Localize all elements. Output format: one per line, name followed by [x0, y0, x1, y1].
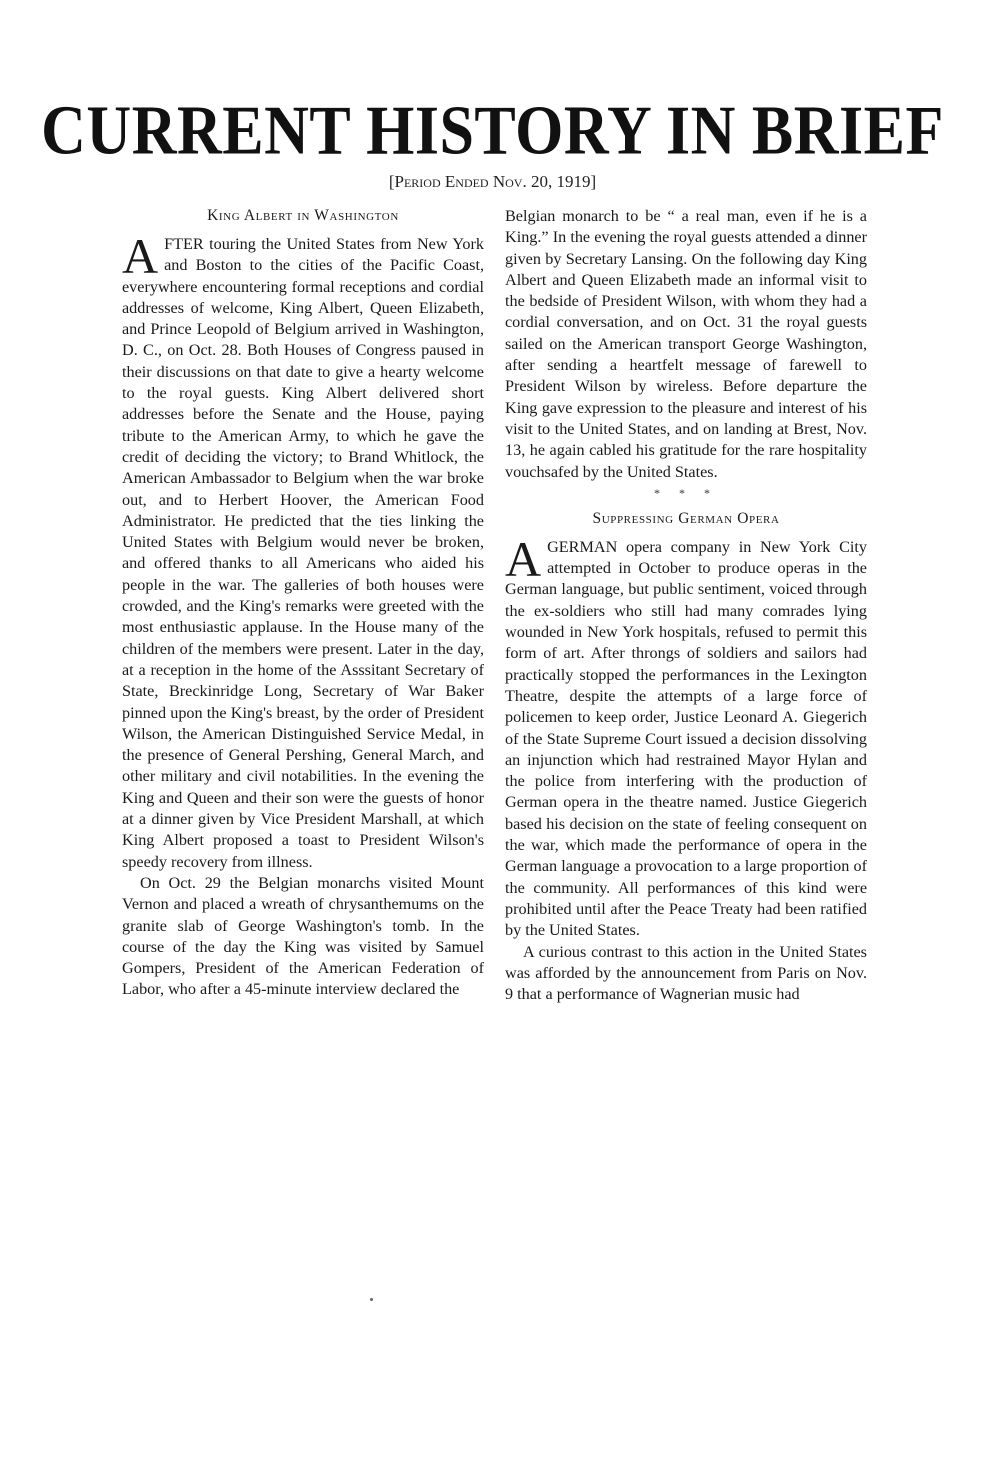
article-paragraph [505, 530, 867, 942]
section-heading-german-opera: Suppressing German Opera [592, 509, 780, 527]
left-column [122, 206, 484, 1001]
section-heading-king-albert: King Albert in Washington [207, 207, 399, 224]
drop-cap: A [122, 228, 159, 284]
article-paragraph [122, 228, 484, 873]
section-separator: * * * [654, 485, 718, 500]
period-line [0, 172, 985, 192]
period-text: [Period Ended Nov. 20, 1919] [388, 172, 597, 191]
article-paragraph: On Oct. 29 the Belgian monarchs visited Mount Vernon and placed a wreath of chrysanthemums on the granite slab of George Washington's tomb. In the course of the day the King was visited by Samuel Gompers, President of the American Federation of Labor, who after a 45-minute interview declared the [122, 873, 484, 999]
article-paragraph-continued: Belgian monarch to be “ a real man, even if he is a King.” In the evening the royal guests attended a dinner given by Secretary Lansing. On the following day King Albert and Queen Elizabeth made an informal visit to the bedside of President Wilson, with whom they had a cordial conversation, and on Oct. 31 the royal guests sailed on the American transport George Washington, after sending a heartfelt message of farewell to President Wilson by wireless. Before departure the King gave expression to the pleasure and interest of his visit to the United States, and on landing at Brest, Nov. 13, he again cabled his gratitude for the rare hospitality vouchsafed by the United States. [505, 207, 867, 481]
paragraph-text: FTER touring the United States from New York and Boston to the cities of the Pacific Coast, everywhere encountering formal receptions and cordial addresses of welcome, King Albert, Queen Elizabeth, and Prince Leopold of Belgium arrived in Washington, D. C., on Oct. 28. Both Houses of Congress paused in their discussions on that date to give a hearty welcome to the royal guests. King Albert delivered short addresses before the Senate and the House, paying tribute to the American Army, to which he gave the credit of deciding the victory; to Brand Whitlock, the American Ambassador to Belgium when the war broke out, and to Herbert Hoover, the American Food Administrator. He predicted that the ties linking the United States with Belgium would never be broken, and offered thanks to all Americans who aided his people in the war. The galleries of both houses were crowded, and the King's remarks were greeted with the most enthusiastic applause. In the House many of the children of the members were present. Later in the day, at a reception in the home of the Asssitant Secretary of State, Breckinridge Long, Secretary of War Baker pinned upon the King's breast, by the order of President Wilson, the American Distinguished Service Medal, in the presence of General Pershing, General March, and other military and civil notabilities. In the evening the King and Queen and their son were the guests of honor at a dinner given by Vice President Marshall, at which King Albert proposed a toast to President Wilson's speedy recovery from illness. [122, 235, 484, 871]
right-column [505, 206, 867, 1005]
print-speck [370, 1298, 373, 1301]
article-paragraph: A curious contrast to this action in the United States was afforded by the announcement from Paris on Nov. 9 that a performance of Wagnerian music had [505, 942, 867, 1004]
paragraph-text: GERMAN opera company in New York City attempted in October to produce operas in the German language, but public sentiment, voiced through the ex-soldiers who still had many comrades lying wounded in New York hospitals, refused to permit this form of art. After throngs of soldiers and sailors had practically stopped the performances in the Lexington Theatre, despite the attempts of a large force of policemen to keep order, Justice Leonard A. Giegerich of the State Supreme Court issued a decision dissolving an injunction which had restrained Mayor Hylan and the police from interfering with the production of German opera in the theatre named. Justice Giegerich based his decision on the state of feeling consequent on the war, which made the performance of opera in the German language a provocation to a large proportion of the community. All performances of this kind were prohibited until after the Peace Treaty had been ratified by the United States. [505, 537, 867, 940]
masthead-title: CURRENT HISTORY IN BRIEF [41, 93, 944, 170]
drop-cap: A [505, 530, 542, 587]
